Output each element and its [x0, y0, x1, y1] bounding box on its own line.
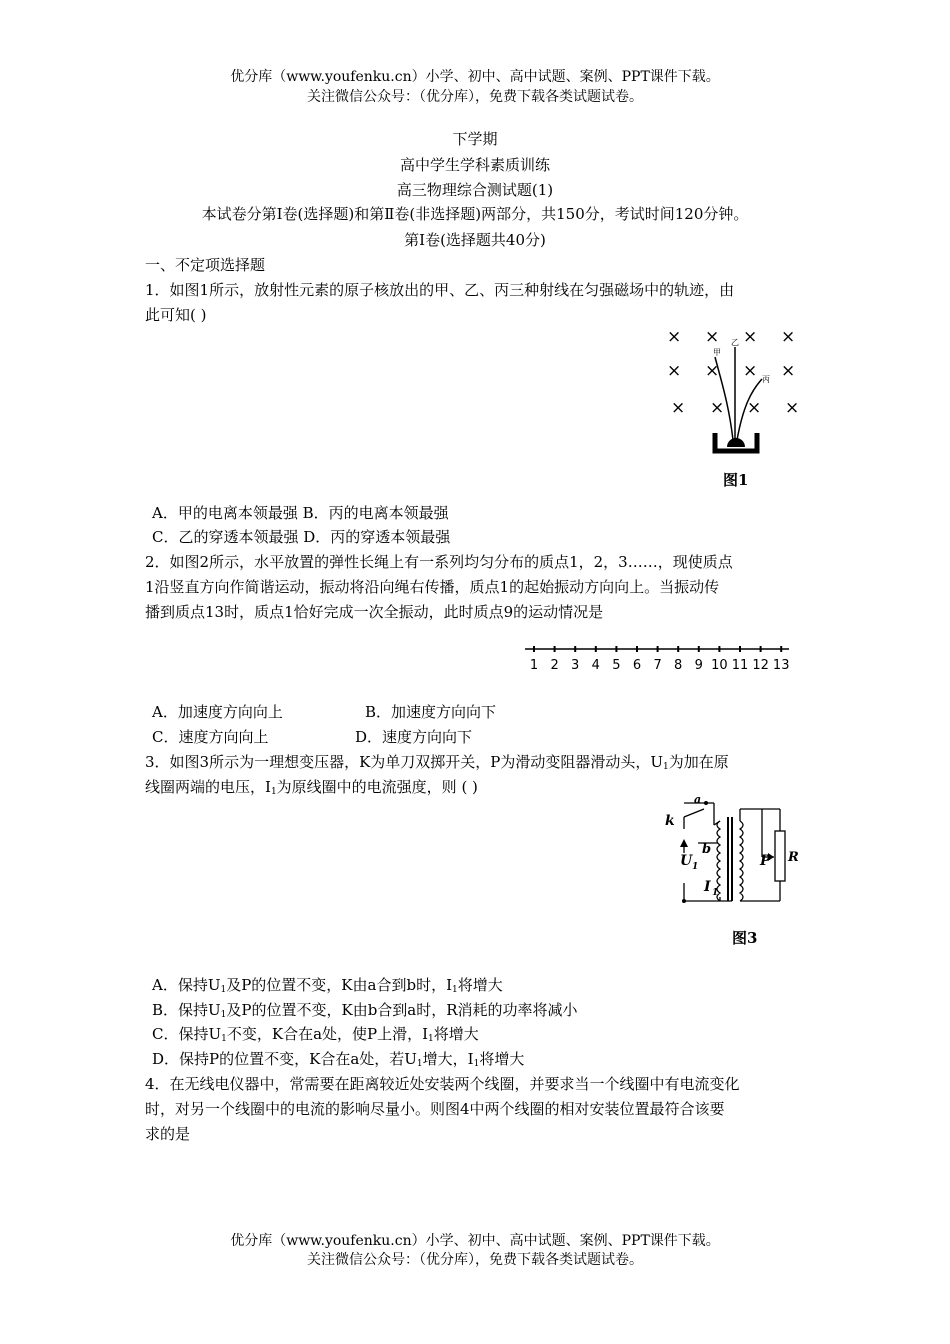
field-cross: × — [781, 327, 796, 347]
field-cross: × — [781, 361, 796, 381]
resistor-r — [775, 831, 785, 881]
q3-option-c: C．保持$U_1$不变，K合在a处，使P上滑，$I_1$将增大 — [152, 1025, 479, 1044]
field-cross: × — [705, 327, 720, 347]
footer-line-2: 关注微信公众号：（优分库），免费下载各类试题试卷。 — [307, 1252, 643, 1268]
q3-option-b: B．保持$U_1$及P的位置不变，K由b合到a时，R消耗的功率将减小 — [152, 1001, 578, 1020]
q2-option-b: B．加速度方向向下 — [365, 703, 497, 721]
switch-k-blade — [684, 809, 704, 817]
figure-1-caption: 图1 — [723, 471, 749, 489]
secondary-coil — [740, 821, 743, 901]
q1-line-1: 1．如图1所示，放射性元素的原子核放出的甲、乙、丙三种射线在匀强磁场中的轨迹，由 — [145, 281, 735, 299]
q2-line-1: 2．如图2所示，水平放置的弹性长绳上有一系列均匀分布的质点1，2，3……，现使质点 — [145, 553, 733, 571]
q1-options-line-2: C．乙的穿透本领最强 D．丙的穿透本领最强 — [152, 528, 451, 546]
field-cross: × — [667, 361, 682, 381]
label-a: a — [694, 793, 702, 806]
q2-option-c: C．速度方向向上 — [152, 728, 269, 746]
u1-arrowhead — [680, 839, 688, 847]
rope-point-label: 11 — [731, 658, 749, 673]
field-cross: × — [743, 361, 758, 381]
rope-point-label: 7 — [653, 658, 662, 673]
q3-option-a: A．保持$U_1$及P的位置不变，K由a合到b时，$I_1$将增大 — [152, 976, 503, 995]
label-jia: 甲 — [713, 348, 721, 357]
q2-option-d: D．速度方向向下 — [355, 728, 473, 746]
field-cross: × — [705, 361, 720, 381]
figure-3-caption: 图3 — [732, 929, 758, 947]
q2-line-3: 播到质点13时，质点1恰好完成一次全振动，此时质点9的运动情况是 — [145, 603, 604, 621]
field-cross: × — [785, 398, 800, 418]
rope-point-label: 6 — [632, 658, 642, 673]
q3-line-1: 3．如图3所示为一理想变压器，K为单刀双掷开关，P为滑动变阻器滑动头，$U_1$为加在原 — [145, 753, 729, 772]
rope-point-label: 3 — [571, 658, 580, 673]
label-u: U — [680, 853, 693, 869]
label-yi: 乙 — [731, 338, 739, 347]
rope-point-label: 12 — [752, 658, 769, 673]
part-1-heading: 第Ⅰ卷(选择题共40分) — [404, 231, 546, 249]
rope-point-label: 4 — [591, 658, 600, 673]
header-line-1: 优分库（www.youfenku.cn）小学、初中、高中试题、案例、PPT课件下载。 — [230, 69, 720, 85]
label-u-sub: 1 — [692, 862, 699, 872]
q4-line-2: 时，对另一个线圈中的电流的影响尽量小。则图4中两个线圈的相对安装位置最符合该要 — [145, 1100, 725, 1118]
label-i-sub: 1 — [712, 888, 719, 898]
field-cross: × — [667, 327, 682, 347]
page-title: 高三物理综合测试题(1) — [396, 181, 554, 199]
rope-point-label: 2 — [550, 658, 559, 673]
q1-line-2: 此可知( ) — [145, 306, 207, 324]
section-heading: 一、不定项选择题 — [145, 256, 266, 274]
figure-2-rope — [525, 640, 795, 675]
q2-line-2: 1沿竖直方向作简谐运动，振动将沿向绳右传播，质点1的起始振动方向向上。当振动传 — [145, 578, 720, 596]
q1-options-line-1: A．甲的电离本领最强 B．丙的电离本领最强 — [152, 504, 449, 522]
q4-line-3: 求的是 — [145, 1125, 191, 1143]
terminal — [682, 899, 686, 903]
q3-option-d: D．保持P的位置不变，K合在a处，若$U_1$增大，$I_1$将增大 — [152, 1050, 525, 1069]
label-bing: 丙 — [762, 375, 770, 384]
q3-line-2: 线圈两端的电压，$I_1$为原线圈中的电流强度，则 ( ) — [145, 778, 478, 797]
label-k: k — [665, 813, 675, 829]
radioactive-source — [727, 438, 745, 447]
label-i: I — [704, 879, 711, 895]
figure-3-transformer — [662, 795, 812, 955]
rope-point-label: 9 — [694, 658, 703, 673]
exam-intro: 本试卷分第Ⅰ卷(选择题)和第Ⅱ卷(非选择题)两部分，共150分，考试时间120分钟。 — [201, 205, 749, 223]
header-line-2: 关注微信公众号：（优分库），免费下载各类试题试卷。 — [307, 89, 643, 105]
figure-1-magnetic-field — [655, 325, 815, 495]
rope-point-label: 10 — [711, 658, 728, 673]
rope-point-label: 5 — [612, 658, 621, 673]
label-r: R — [788, 850, 799, 865]
series-title: 高中学生学科素质训练 — [399, 156, 550, 174]
rope-point-label: 13 — [772, 658, 790, 673]
rope-point-label: 8 — [674, 658, 683, 673]
field-cross: × — [743, 327, 758, 347]
rope-point-label: 1 — [529, 658, 539, 673]
q2-option-a: A．加速度方向向上 — [152, 703, 283, 721]
label-b: b — [702, 842, 712, 857]
field-cross: × — [747, 398, 762, 418]
label-p: P — [760, 853, 771, 869]
field-cross: × — [710, 398, 725, 418]
footer-line-1: 优分库（www.youfenku.cn）小学、初中、高中试题、案例、PPT课件下载。 — [230, 1233, 720, 1249]
q4-line-1: 4．在无线电仪器中，常需要在距离较近处安装两个线圈，并要求当一个线圈中有电流变化 — [145, 1075, 740, 1093]
contact-a — [704, 801, 708, 805]
term-label: 下学期 — [452, 130, 498, 148]
field-cross: × — [671, 398, 686, 418]
